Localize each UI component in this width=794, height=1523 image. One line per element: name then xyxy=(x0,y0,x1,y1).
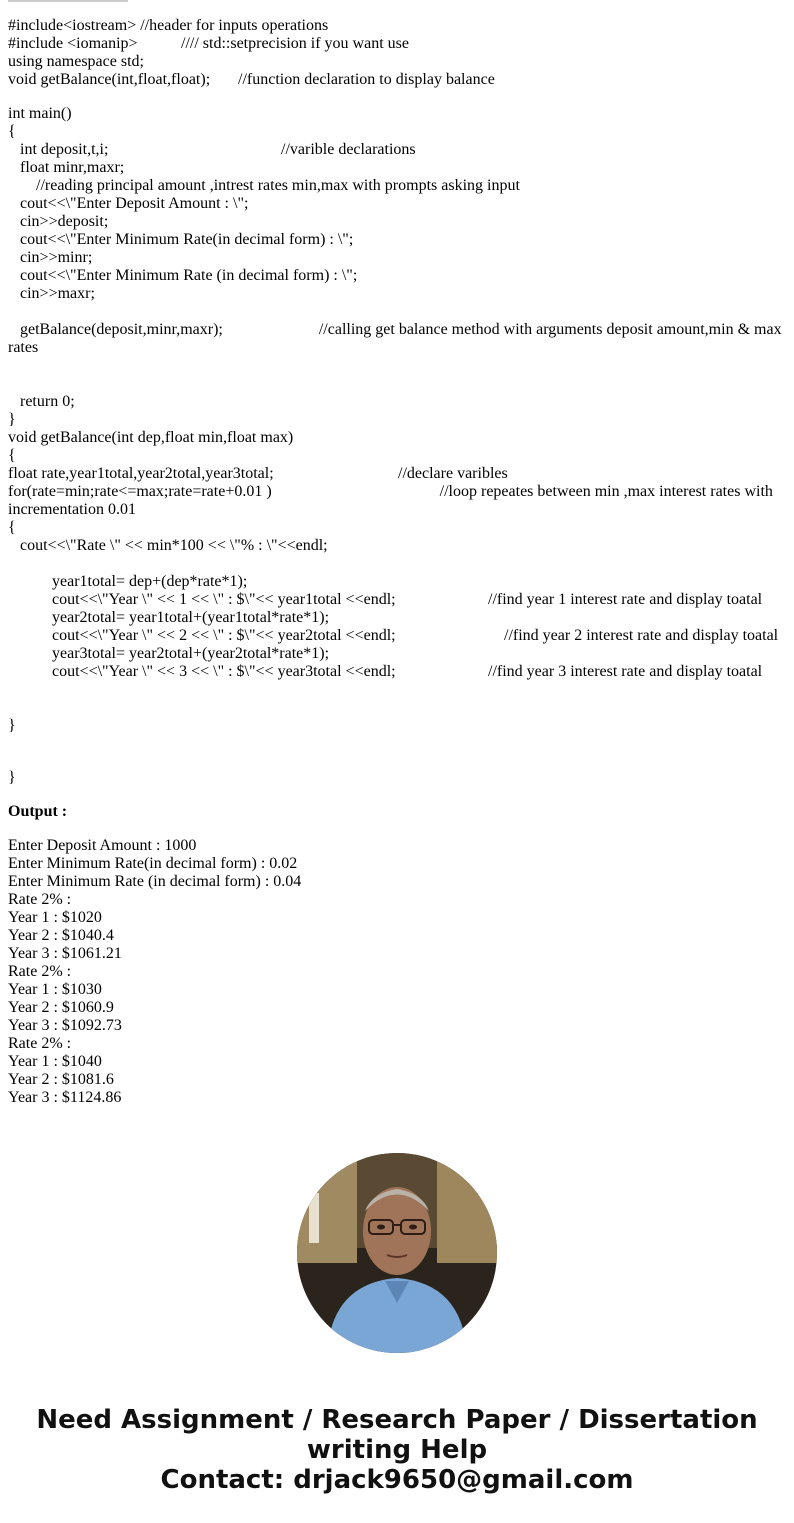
code-line: year1total= dep+(dep*rate*1); xyxy=(8,573,248,590)
code-comment: //find year 1 interest rate and display toatal xyxy=(488,591,763,608)
output-line: Year 3 : $1124.86 xyxy=(8,1089,122,1106)
promo-line: Need Assignment / Research Paper / Dissertation xyxy=(36,1405,758,1435)
code-comment: //function declaration to display balance xyxy=(238,71,495,88)
output-line: Year 1 : $1030 xyxy=(8,981,102,998)
code-comment: //// std::setprecision if you want use xyxy=(181,35,409,52)
promo-line: writing Help xyxy=(306,1435,488,1465)
output-line: Year 2 : $1081.6 xyxy=(8,1071,114,1088)
code-line: cin>>maxr; xyxy=(8,285,95,302)
code-line: //reading principal amount ,intrest rates min,max with prompts asking input xyxy=(8,177,520,194)
code-line: using namespace std; xyxy=(8,53,144,70)
contact-line: Contact: drjack9650@gmail.com xyxy=(160,1465,634,1495)
code-line: cout<<\"Enter Minimum Rate (in decimal form) : \"; xyxy=(8,267,358,284)
code-line: year3total= year2total+(year2total*rate*1); xyxy=(8,645,330,662)
code-line: #include<iostream> //header for inputs operations xyxy=(8,17,329,34)
code-line: #include <iomanip> xyxy=(8,35,138,52)
code-comment: //declare varibles xyxy=(398,465,508,482)
output-line: Year 2 : $1060.9 xyxy=(8,999,114,1016)
output-line: Year 1 : $1040 xyxy=(8,1053,102,1070)
code-line: cout<<\"Rate \" << min*100 << \"% : \"<<endl; xyxy=(8,537,328,554)
code-line: return 0; xyxy=(8,393,75,410)
code-line: cout<<\"Year \" << 1 << \" : $\"<< year1total <<endl; xyxy=(8,591,396,608)
code-line: void getBalance(int,float,float); xyxy=(8,71,211,88)
code-line: int main() xyxy=(8,105,72,122)
output-heading: Output : xyxy=(8,803,68,820)
code-line: cout<<\"Year \" << 3 << \" : $\"<< year3total <<endl; xyxy=(8,663,396,680)
code-line: float minr,maxr; xyxy=(8,159,125,176)
output-line: Rate 2% : xyxy=(8,963,72,980)
code-line: { xyxy=(8,447,16,464)
code-line: void getBalance(int dep,float min,float max) xyxy=(8,429,294,446)
code-line: int deposit,t,i; xyxy=(8,141,109,158)
code-line: cout<<\"Enter Minimum Rate(in decimal form) : \"; xyxy=(8,231,354,248)
output-line: Enter Deposit Amount : 1000 xyxy=(8,837,197,854)
code-comment: //find year 2 interest rate and display toatal xyxy=(504,627,779,644)
output-line: Enter Minimum Rate(in decimal form) : 0.02 xyxy=(8,855,298,872)
code-line: cout<<\"Year \" << 2 << \" : $\"<< year2total <<endl; xyxy=(8,627,396,644)
code-line: { xyxy=(8,519,16,536)
output-line: Year 3 : $1061.21 xyxy=(8,945,122,962)
output-line: Enter Minimum Rate (in decimal form) : 0.04 xyxy=(8,873,302,890)
code-line: } xyxy=(8,411,16,428)
code-line: cin>>deposit; xyxy=(8,213,109,230)
code-comment: //find year 3 interest rate and display toatal xyxy=(488,663,763,680)
output-line: Year 1 : $1020 xyxy=(8,909,102,926)
code-line: getBalance(deposit,minr,maxr); //calling get balance method with arguments deposit amount,min & max rates xyxy=(8,321,786,356)
cropped-line-fragment xyxy=(8,0,128,2)
code-line: year2total= year1total+(year1total*rate*1); xyxy=(8,609,330,626)
code-line: { xyxy=(8,123,16,140)
output-line: Rate 2% : xyxy=(8,1035,72,1052)
code-comment: //varible declarations xyxy=(281,141,416,158)
code-line: cin>>minr; xyxy=(8,249,93,266)
output-line: Year 2 : $1040.4 xyxy=(8,927,114,944)
output-line: Rate 2% : xyxy=(8,891,72,908)
code-line: for(rate=min;rate<=max;rate=rate+0.01 ) //loop repeates between min ,max interest rates with incrementation 0.01 xyxy=(8,483,777,518)
code-line: cout<<\"Enter Deposit Amount : \"; xyxy=(8,195,249,212)
code-line: } xyxy=(8,769,16,786)
code-line: float rate,year1total,year2total,year3total; xyxy=(8,465,274,482)
code-line: } xyxy=(8,717,16,734)
author-photo xyxy=(297,1153,497,1353)
output-line: Year 3 : $1092.73 xyxy=(8,1017,122,1034)
